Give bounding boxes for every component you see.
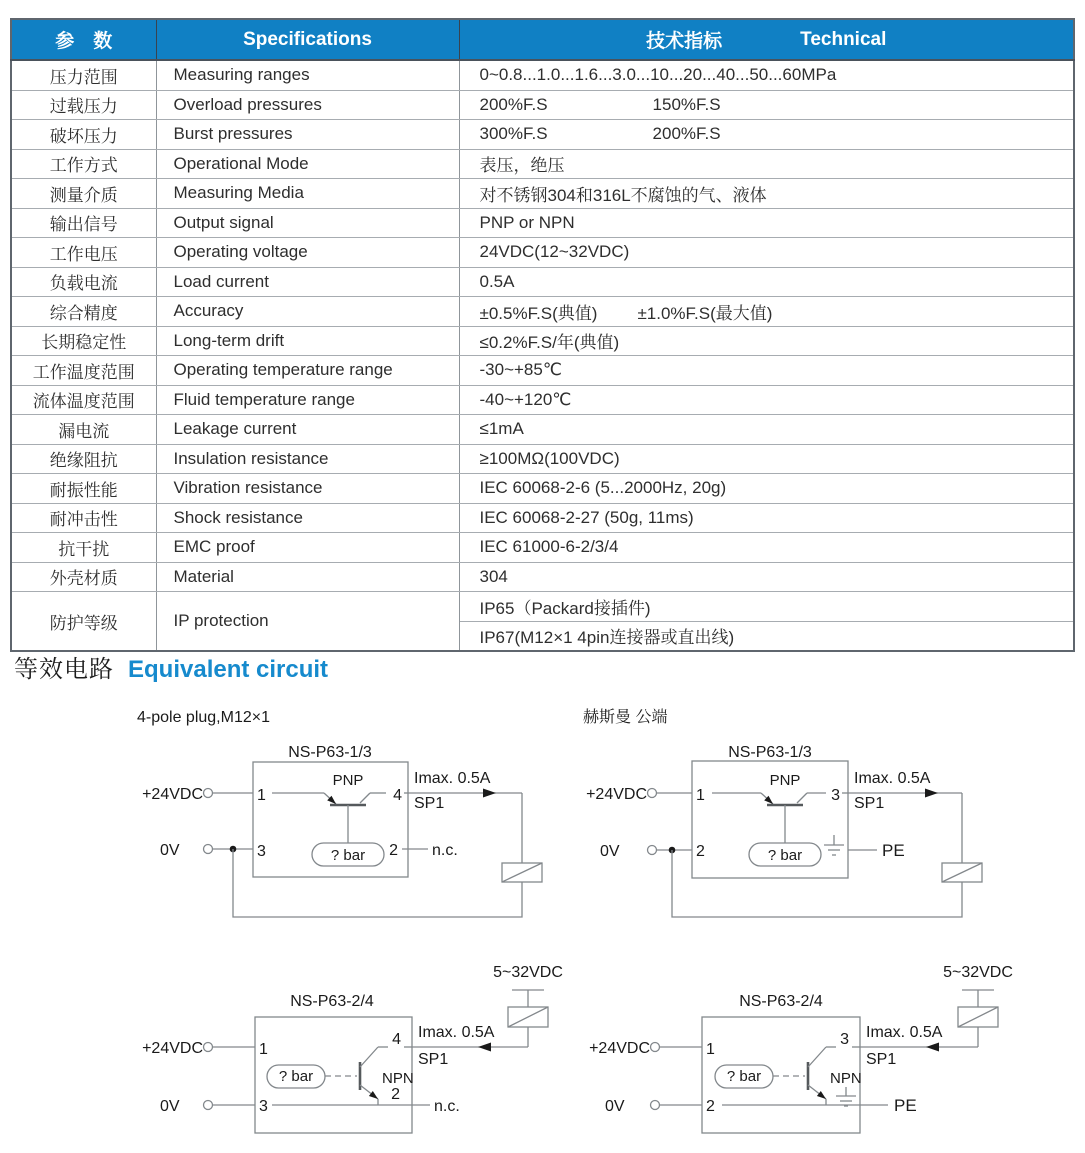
return-wire [233, 849, 522, 917]
table-row [11, 120, 1074, 150]
pin-3: 3 [831, 787, 840, 804]
param-name-en: Measuring Media [156, 179, 459, 209]
param-value: 300%F.S [479, 124, 548, 144]
table-row [11, 238, 1074, 268]
param-name-en: Vibration resistance [156, 474, 459, 504]
param-name-en: Output signal [156, 208, 459, 238]
param-value: IEC 60068-2-27 (50g, 11ms) [479, 507, 694, 527]
earth-ground-symbol [836, 1087, 856, 1106]
gnd-label: 0V [600, 843, 620, 860]
equivalent-circuit-diagrams [0, 695, 1085, 1153]
param-value: IEC 60068-2-6 (5...2000Hz, 20g) [479, 478, 727, 498]
param-value: 200%F.S [479, 94, 548, 114]
param-value-cell [459, 208, 1074, 238]
param-name-en: Load current [156, 267, 459, 297]
vplus-label: +24VDC [142, 1040, 203, 1057]
ip65-value: IP65（Packard接插件) [459, 592, 1074, 622]
param-name-cn: 过载压力 [11, 90, 156, 120]
param-value-cell [459, 120, 1074, 150]
pin-4: 4 [392, 1031, 401, 1048]
table-row [11, 503, 1074, 533]
param-value-cell [459, 385, 1074, 415]
param-name-cn: 长期稳定性 [11, 326, 156, 356]
table-row [11, 474, 1074, 504]
param-name-en: IP protection [156, 592, 459, 652]
param-value: IEC 61000-6-2/3/4 [479, 537, 619, 557]
param-value-cell [459, 90, 1074, 120]
nc-label: n.c. [432, 842, 458, 859]
param-name-cn: 综合精度 [11, 297, 156, 327]
pin-1: 1 [259, 1041, 268, 1058]
pin-4: 4 [393, 787, 402, 804]
pe-label: PE [882, 841, 905, 860]
pe-label: PE [894, 1096, 917, 1115]
spec-table-body [11, 60, 1074, 592]
model-label: NS-P63-2/4 [739, 993, 823, 1010]
imax-label: Imax. 0.5A [414, 770, 491, 787]
param-name-cn: 破坏压力 [11, 120, 156, 150]
table-row [11, 149, 1074, 179]
table-row [11, 415, 1074, 445]
param-value-cell [459, 356, 1074, 386]
table-row [11, 90, 1074, 120]
model-label: NS-P63-1/3 [728, 744, 812, 761]
pin-1: 1 [696, 787, 705, 804]
ip67-value: IP67(M12×1 4pin连接器或直出线) [459, 621, 1074, 651]
header-parameters: 参 数 [11, 19, 156, 60]
param-value: 表压，绝压 [479, 156, 565, 176]
section-heading [14, 649, 328, 684]
table-row [11, 326, 1074, 356]
sensor-label: ? bar [278, 1068, 314, 1085]
table-row [11, 297, 1074, 327]
pin-2: 2 [706, 1098, 715, 1115]
section-title-cn: 等效电路 [14, 656, 114, 683]
table-row [11, 592, 1074, 622]
table-row [11, 444, 1074, 474]
gnd-label: 0V [160, 842, 180, 859]
gnd-label: 0V [605, 1098, 625, 1115]
param-name-en: Accuracy [156, 297, 459, 327]
table-row [11, 562, 1074, 592]
param-value-cell [459, 533, 1074, 563]
output-arrow [478, 1043, 491, 1052]
param-value: ≤0.2%F.S/年(典值) [479, 333, 620, 353]
sp1-label: SP1 [418, 1051, 449, 1068]
param-value-cell [459, 267, 1074, 297]
param-value-cell [459, 149, 1074, 179]
param-name-cn: 工作温度范围 [11, 356, 156, 386]
model-label: NS-P63-2/4 [290, 993, 374, 1010]
table-row [11, 267, 1074, 297]
pnp-label: PNP [769, 772, 801, 789]
param-value-secondary: ±1.0%F.S(最大值) [637, 303, 773, 323]
imax-label: Imax. 0.5A [418, 1024, 495, 1041]
pin-2: 2 [391, 1086, 400, 1103]
param-value-cell [459, 60, 1074, 90]
param-value-cell [459, 474, 1074, 504]
param-value-cell [459, 297, 1074, 327]
param-name-cn: 外壳材质 [11, 562, 156, 592]
param-value-cell [459, 444, 1074, 474]
section-title-en: Equivalent circuit [128, 656, 329, 683]
pnp-label: PNP [332, 772, 364, 789]
output-arrow [483, 789, 496, 798]
table-row [11, 208, 1074, 238]
param-value-cell [459, 503, 1074, 533]
sp1-label: SP1 [854, 795, 885, 812]
param-name-en: Long-term drift [156, 326, 459, 356]
nc-label: n.c. [434, 1098, 460, 1115]
param-value-cell [459, 238, 1074, 268]
param-name-en: Operating voltage [156, 238, 459, 268]
sp1-label: SP1 [414, 795, 445, 812]
param-value: PNP or NPN [479, 212, 575, 232]
spec-table [10, 18, 1075, 652]
sensor-label: ? bar [726, 1068, 762, 1085]
pin-1: 1 [257, 787, 266, 804]
param-name-cn: 输出信号 [11, 208, 156, 238]
param-name-en: Burst pressures [156, 120, 459, 150]
caption-4pole-plug: 4-pole plug,M12×1 [137, 709, 270, 726]
table-row [11, 356, 1074, 386]
param-value: 对不锈钢304和316L不腐蚀的气、液体 [479, 185, 767, 205]
param-name-en: Material [156, 562, 459, 592]
npn-label: NPN [382, 1070, 414, 1087]
param-name-cn: 负载电流 [11, 267, 156, 297]
pin-3: 3 [259, 1098, 268, 1115]
header-technical [459, 19, 1074, 60]
param-name-cn: 流体温度范围 [11, 385, 156, 415]
param-name-en: Leakage current [156, 415, 459, 445]
vplus-label: +24VDC [589, 1040, 650, 1057]
terminal-circle [204, 1101, 213, 1110]
param-value: 304 [479, 566, 508, 586]
param-name-en: Insulation resistance [156, 444, 459, 474]
param-value: 24VDC(12~32VDC) [479, 242, 630, 262]
pin-2: 2 [389, 842, 398, 859]
table-row [11, 533, 1074, 563]
spec-table-header [11, 19, 1074, 60]
param-name-en: Operational Mode [156, 149, 459, 179]
param-value-cell [459, 562, 1074, 592]
vplus-label: +24VDC [586, 786, 647, 803]
pin-3: 3 [840, 1031, 849, 1048]
ip-protection-rows [11, 592, 1074, 652]
return-wire [672, 850, 962, 917]
pin-2: 2 [696, 843, 705, 860]
terminal-circle [648, 789, 657, 798]
header-specifications: Specifications [156, 19, 459, 60]
param-name-en: EMC proof [156, 533, 459, 563]
param-value: ≥100MΩ(100VDC) [479, 448, 620, 468]
circuit-npn-hirschmann [589, 964, 1013, 1133]
param-name-cn: 绝缘阻抗 [11, 444, 156, 474]
param-name-cn: 耐冲击性 [11, 503, 156, 533]
table-row [11, 179, 1074, 209]
model-label: NS-P63-1/3 [288, 744, 372, 761]
param-name-cn: 防护等级 [11, 592, 156, 652]
sensor-label: ? bar [767, 847, 803, 864]
circuit-pnp-hirschmann [586, 744, 982, 917]
param-value: ±0.5%F.S(典值) [479, 303, 598, 323]
table-row [11, 385, 1074, 415]
terminal-circle [648, 846, 657, 855]
param-name-cn: 工作方式 [11, 149, 156, 179]
param-name-en: Fluid temperature range [156, 385, 459, 415]
header-technical-cn: 技术指标 [646, 31, 723, 52]
terminal-circle [204, 845, 213, 854]
imax-label: Imax. 0.5A [866, 1024, 943, 1041]
param-value: -30~+85℃ [479, 360, 562, 380]
param-value-secondary: 150%F.S [652, 94, 721, 114]
supply-label: 5~32VDC [943, 964, 1013, 981]
param-name-cn: 测量介质 [11, 179, 156, 209]
param-value: -40~+120℃ [479, 389, 572, 409]
terminal-circle [651, 1101, 660, 1110]
pin-3: 3 [257, 843, 266, 860]
param-value-cell [459, 415, 1074, 445]
sp1-label: SP1 [866, 1051, 897, 1068]
npn-label: NPN [830, 1070, 862, 1087]
supply-label: 5~32VDC [493, 964, 563, 981]
param-name-cn: 抗干扰 [11, 533, 156, 563]
circuit-pnp-4pole [142, 744, 542, 917]
pin-1: 1 [706, 1041, 715, 1058]
param-value: 0~0.8...1.0...1.6...3.0...10...20...40...50...60MPa [479, 65, 837, 85]
terminal-circle [204, 789, 213, 798]
param-value-secondary: 200%F.S [652, 124, 721, 144]
param-name-en: Shock resistance [156, 503, 459, 533]
circuit-npn-4pole [142, 964, 563, 1133]
imax-label: Imax. 0.5A [854, 770, 931, 787]
sensor-label: ? bar [330, 847, 366, 864]
table-row [11, 60, 1074, 90]
terminal-circle [651, 1043, 660, 1052]
terminal-circle [204, 1043, 213, 1052]
param-name-en: Operating temperature range [156, 356, 459, 386]
param-name-cn: 耐振性能 [11, 474, 156, 504]
param-name-cn: 压力范围 [11, 60, 156, 90]
header-technical-en: Technical [800, 28, 887, 50]
earth-ground-symbol [824, 835, 844, 855]
param-name-cn: 漏电流 [11, 415, 156, 445]
vplus-label: +24VDC [142, 786, 203, 803]
param-name-cn: 工作电压 [11, 238, 156, 268]
param-value-cell [459, 326, 1074, 356]
output-arrow [926, 1043, 939, 1052]
param-name-en: Measuring ranges [156, 60, 459, 90]
output-arrow [925, 789, 938, 798]
param-value-cell [459, 179, 1074, 209]
caption-hirschmann: 赫斯曼 公端 [583, 709, 668, 726]
param-value: ≤1mA [479, 419, 524, 439]
param-name-en: Overload pressures [156, 90, 459, 120]
gnd-label: 0V [160, 1098, 180, 1115]
param-value: 0.5A [479, 271, 515, 291]
